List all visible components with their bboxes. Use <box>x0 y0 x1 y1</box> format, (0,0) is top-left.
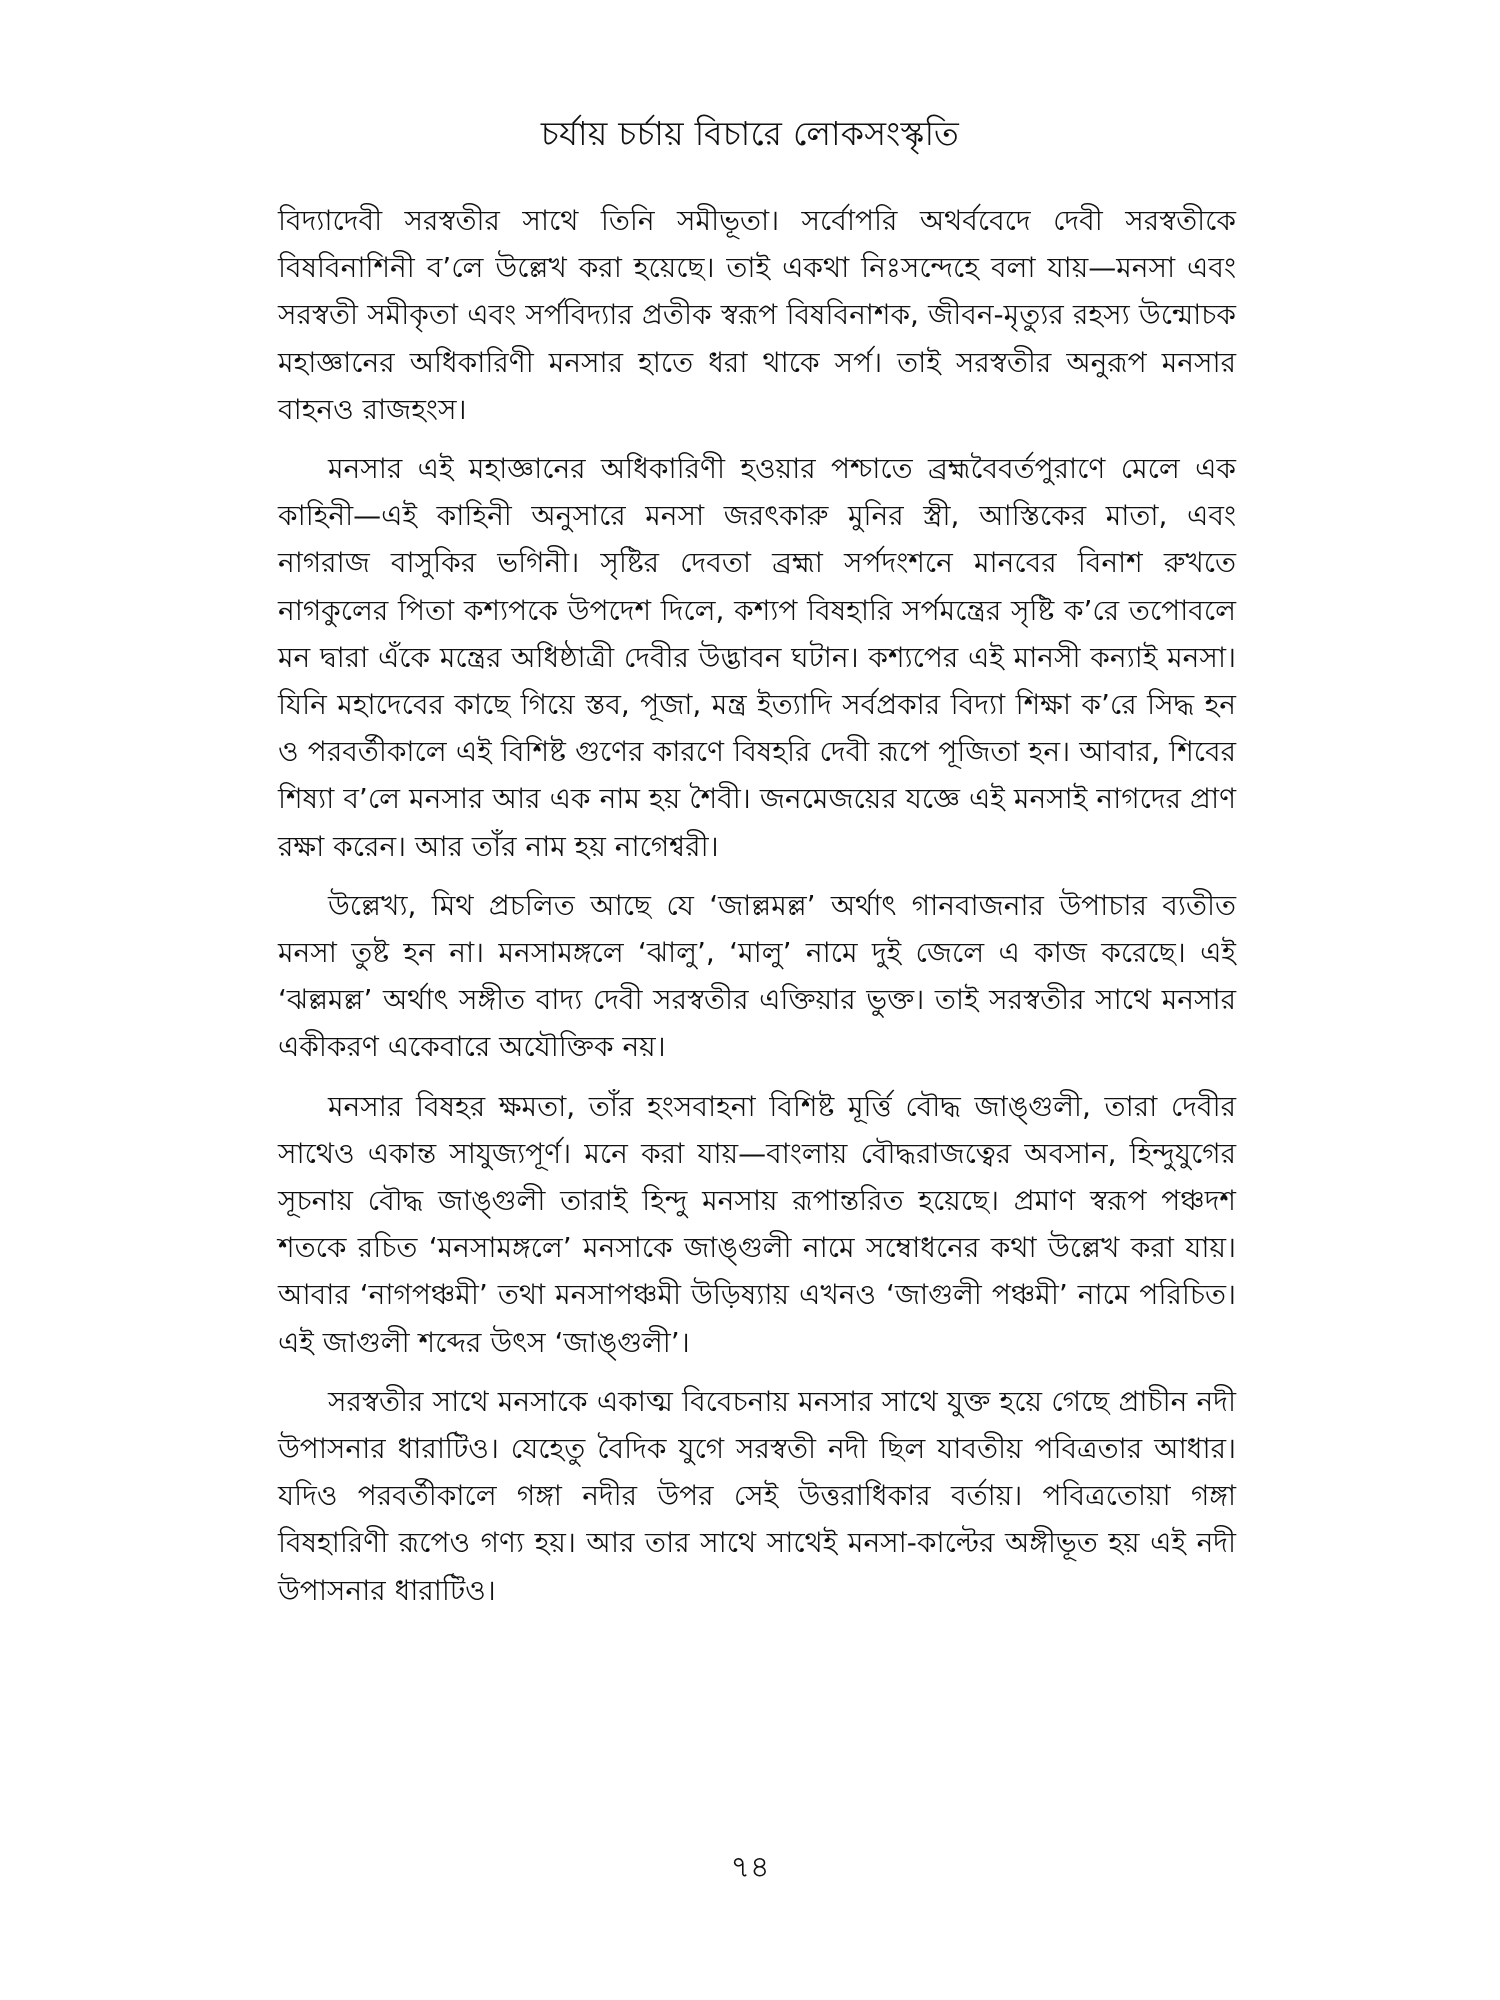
page-number: ৭৪ <box>730 1850 770 1885</box>
paragraph-jhallamalla-myth: উল্লেখ্য, মিথ প্রচলিত আছে যে ‘জাল্লমল্ল’ অর্থাৎ গানবাজনার উপাচার ব্যতীত মনসা তুষ্ট হন না। মনসামঙ্গলে ‘ঝালু’, ‘মালু’ নামে দুই জেলে এ কাজ করেছে। এই ‘ঝল্লমল্ল’ অর্থাৎ সঙ্গীত বাদ্য দেবী সরস্বতীর এক্তিয়ার ভুক্ত। তাই সরস্বতীর সাথে মনসার একীকরণ একেবারে অযৌক্তিক নয়। <box>278 888 1236 1064</box>
paragraph-saraswati-continuation: বিদ্যাদেবী সরস্বতীর সাথে তিনি সমীভূতা। সর্বোপরি অথর্ববেদে দেবী সরস্বতীকে বিষবিনাশিনী ব’লে উল্লেখ করা হয়েছে। তাই একথা নিঃসন্দেহে বলা যায়—মনসা এবং সরস্বতী সমীকৃতা এবং সর্পবিদ্যার প্রতীক স্বরূপ বিষবিনাশক, জীবন-মৃত্যুর রহস্য উন্মোচক মহাজ্ঞানের অধিকারিণী মনসার হাতে ধরা থাকে সর্প। তাই সরস্বতীর অনুরূপ মনসার বাহনও রাজহংস। <box>278 204 1236 426</box>
paragraph-manasa-origin-story: মনসার এই মহাজ্ঞানের অধিকারিণী হওয়ার পশ্চাতে ব্রহ্মবৈবর্তপুরাণে মেলে এক কাহিনী—এই কাহিনী অনুসারে মনসা জরৎকারু মুনির স্ত্রী, আস্তিকের মাতা, এবং নাগরাজ বাসুকির ভগিনী। সৃষ্টির দেবতা ব্রহ্মা সর্পদংশনে মানবের বিনাশ রুখতে নাগকুলের পিতা কশ্যপকে উপদেশ দিলে, কশ্যপ বিষহারি সর্পমন্ত্রের সৃষ্টি ক’রে তপোবলে মন দ্বারা এঁকে মন্ত্রের অধিষ্ঠাত্রী দেবীর উদ্ভাবন ঘটান। কশ্যপের এই মানসী কন্যাই মনসা। যিনি মহাদেবের কাছে গিয়ে স্তব, পূজা, মন্ত্র ইত্যাদি সর্বপ্রকার বিদ্যা শিক্ষা ক’রে সিদ্ধ হন ও পরবর্তীকালে এই বিশিষ্ট গুণের কারণে বিষহরি দেবী রূপে পূজিতা হন। আবার, শিবের শিষ্যা ব’লে মনসার আর এক নাম হয় শৈবী। জনমেজয়ের যজ্ঞে এই মনসাই নাগদের প্রাণ রক্ষা করেন। আর তাঁর নাম হয় নাগেশ্বরী। <box>278 452 1236 863</box>
running-head-title: চর্যায় চর্চায় বিচারে লোকসংস্কৃতি <box>540 114 960 153</box>
paragraph-river-worship: সরস্বতীর সাথে মনসাকে একাত্ম বিবেচনায় মনসার সাথে যুক্ত হয়ে গেছে প্রাচীন নদী উপাসনার ধারাটিও। যেহেতু বৈদিক যুগে সরস্বতী নদী ছিল যাবতীয় পবিত্রতার আধার। যদিও পরবর্তীকালে গঙ্গা নদীর উপর সেই উত্তরাধিকার বর্তায়। পবিত্রতোয়া গঙ্গা বিষহারিণী রূপেও গণ্য হয়। আর তার সাথে সাথেই মনসা-কাল্টের অঙ্গীভূত হয় এই নদী উপাসনার ধারাটিও। <box>278 1384 1236 1607</box>
paragraph-janguli-tara: মনসার বিষহর ক্ষমতা, তাঁর হংসবাহনা বিশিষ্ট মূর্ত্তি বৌদ্ধ জাঙ্গুলী, তারা দেবীর সাথেও একান্ত সাযুজ্যপূর্ণ। মনে করা যায়—বাংলায় বৌদ্ধরাজত্বের অবসান, হিন্দুযুগের সূচনায় বৌদ্ধ জাঙ্গুলী তারাই হিন্দু মনসায় রূপান্তরিত হয়েছে। প্রমাণ স্বরূপ পঞ্চদশ শতকে রচিত ‘মনসামঙ্গলে’ মনসাকে জাঙ্গুলী নামে সম্বোধনের কথা উল্লেখ করা যায়। আবার ‘নাগপঞ্চমী’ তথা মনসাপঞ্চমী উড়িষ্যায় এখনও ‘জাগুলী পঞ্চমী’ নামে পরিচিত। এই জাগুলী শব্দের উৎস ‘জাঙ্গুলী’। <box>278 1089 1236 1359</box>
body-text <box>278 197 1236 1614</box>
